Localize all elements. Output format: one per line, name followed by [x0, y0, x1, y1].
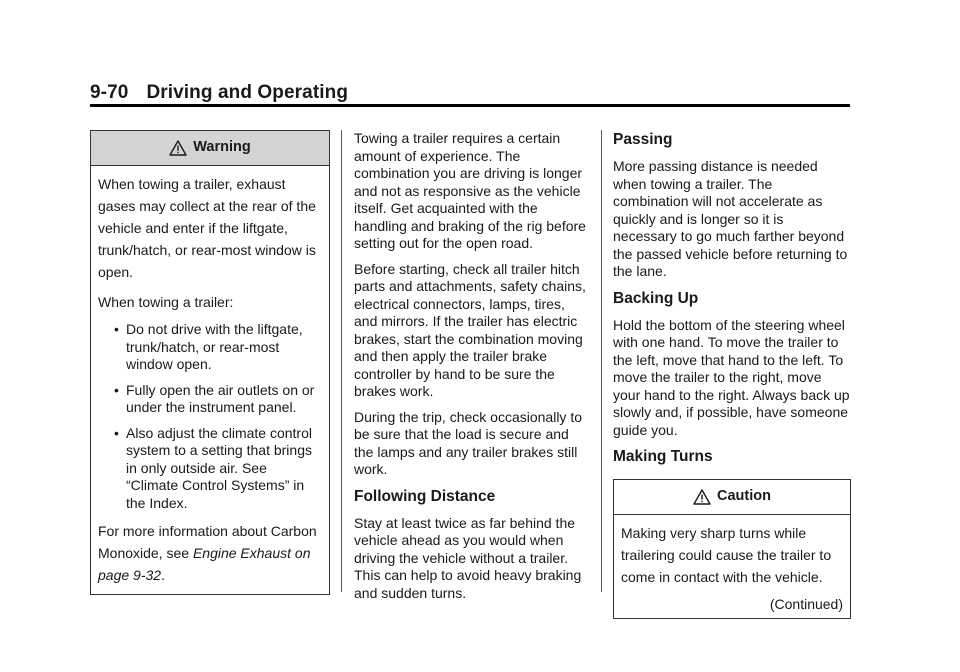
- warning-when-towing: When towing a trailer:: [98, 294, 234, 310]
- list-item: • Also adjust the climate control system to a setting that brings in only outside air. See “Climate Control Systems” in the Index.: [114, 424, 312, 511]
- warning-box: [90, 130, 330, 595]
- warning-title: Warning: [193, 139, 251, 156]
- header-rule: [90, 104, 850, 107]
- continued-label: (Continued): [769, 596, 843, 612]
- warning-box-body: [91, 166, 329, 594]
- heading-backing-up: Backing Up: [613, 289, 699, 307]
- paragraph-during-trip: During the trip, check occasionally to be sure that the load is secure and the lamps and any trailer brakes still work.: [354, 408, 582, 477]
- bullet-glyph: •: [114, 424, 119, 441]
- caution-title: Caution: [717, 488, 771, 505]
- caution-text: Making very sharp turns while trailering could cause the trailer to come in contact with the vehicle.: [621, 525, 832, 585]
- paragraph-before-starting: Before starting, check all trailer hitch parts and attachments, safety chains, electrical connectors, lamps, tires, and mirrors. If the trailer has electric brakes, start the combination moving and then apply the trailer brake controller by hand to be sure the brakes work.: [354, 260, 586, 399]
- warning-more-info: For more information about Carbon Monoxide, see Engine Exhaust on page 9-32.: [98, 523, 317, 583]
- column-3: [613, 130, 851, 619]
- list-item: • Fully open the air outlets on or under the instrument panel.: [114, 381, 315, 415]
- paragraph-backing-up: Hold the bottom of the steering wheel with one hand. To move the trailer to the left, move that hand to the left. To move the trailer to the right, move your hand to the right. Always back up slowly and, if possible, have someone guide you.: [613, 316, 850, 438]
- paragraph-passing: More passing distance is needed when towing a trailer. The combination will not accelerate as quickly and is longer so it is necessary to go much farther beyond the passed vehicle before returning to the lane.: [613, 158, 848, 279]
- section-title: Driving and Operating: [146, 82, 349, 103]
- column-1: [90, 130, 330, 595]
- page-number: 9-70: [90, 82, 129, 103]
- column-divider: [601, 130, 602, 592]
- cross-reference-link[interactable]: Engine Exhaust on page 9-32: [98, 545, 311, 583]
- heading-making-turns: Making Turns: [613, 448, 713, 465]
- caution-box-header: [614, 480, 850, 515]
- bullet-glyph: •: [114, 381, 119, 398]
- bullet-glyph: •: [114, 321, 119, 337]
- heading-passing: Passing: [613, 131, 673, 148]
- caution-triangle-icon: [693, 489, 711, 505]
- warning-intro: When towing a trailer, exhaust gases may collect at the rear of the vehicle and enter if the liftgate, trunk/hatch, or rear-most window is open.: [98, 176, 316, 280]
- column-2: [354, 130, 590, 610]
- column-divider: [341, 130, 342, 592]
- page-header: [90, 82, 348, 104]
- paragraph-experience: Towing a trailer requires a certain amount of experience. The combination you are driving is longer and not as responsive as the vehicle itself. Get acquainted with the handling and braking of the rig before setting out for the open road.: [354, 130, 586, 251]
- warning-box-header: [91, 131, 329, 166]
- warning-triangle-icon: [169, 140, 187, 156]
- heading-following-distance: Following Distance: [354, 487, 496, 505]
- caution-box: [613, 479, 851, 619]
- caution-box-body: [614, 515, 850, 618]
- paragraph-following-distance: Stay at least twice as far behind the vehicle ahead as you would when driving the vehicle without a trailer. This can help to avoid heavy braking and sudden turns.: [354, 514, 582, 601]
- list-item: • Do not drive with the liftgate, trunk/hatch, or rear-most window open.: [114, 321, 303, 372]
- warning-bullet-list: [98, 321, 322, 512]
